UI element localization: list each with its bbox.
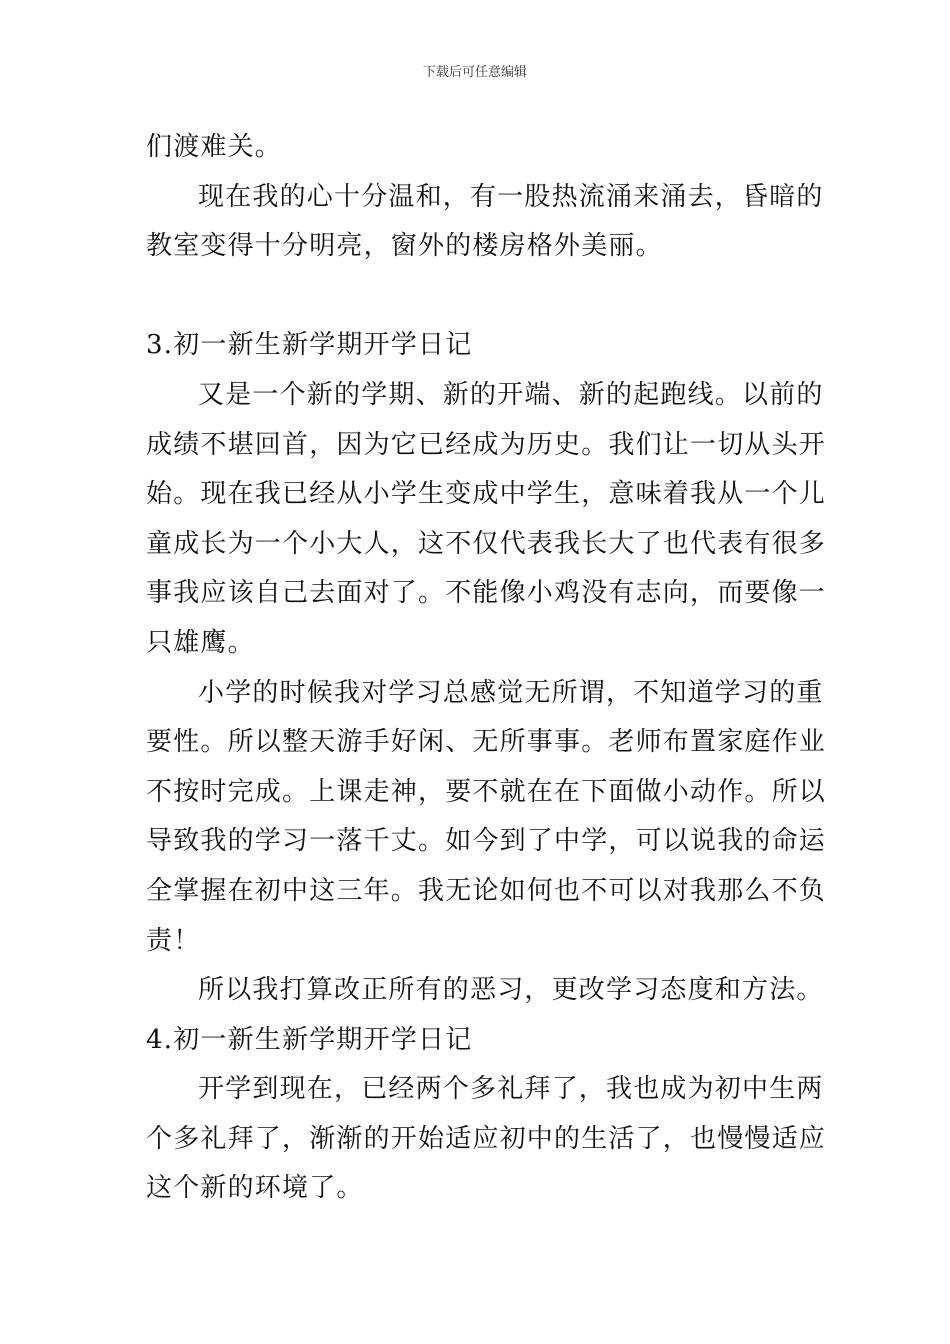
paragraph-start-line: 现在我的心十分温和，有一股热流涌来涌去，昏暗的 <box>198 181 824 212</box>
text-line: 这个新的环境了。 <box>146 1173 364 1204</box>
text-line: 教室变得十分明亮，窗外的楼房格外美丽。 <box>146 231 663 262</box>
paragraph-start-line: 所以我打算改正所有的恶习，更改学习态度和方法。 <box>198 975 824 1006</box>
paragraph-start-line: 开学到现在，已经两个多礼拜了，我也成为初中生两 <box>198 1074 824 1105</box>
blank-line <box>146 272 810 322</box>
paragraph-start-line: 又是一个新的学期、新的开端、新的起跑线。以前的 <box>198 379 824 410</box>
text-line: 们渡难关。 <box>146 132 283 162</box>
section-heading: 4.初一新生新学期开学日记 <box>146 1024 473 1055</box>
text-line: 个多礼拜了，渐渐的开始适应初中的生活了，也慢慢适应 <box>146 1123 827 1154</box>
text-line: 只雄鹰。 <box>146 627 255 658</box>
text-line: 要性。所以整天游手好闲、无所事事。老师布置家庭作业 <box>146 727 827 758</box>
document-body <box>146 123 827 1214</box>
text-line: 导致我的学习一落千丈。如今到了中学，可以说我的命运 <box>146 826 827 857</box>
text-line: 始。现在我已经从小学生变成中学生，意味着我从一个儿 <box>146 479 827 510</box>
page-header-note: 下载后可任意编辑 <box>422 65 527 80</box>
text-line: 全掌握在初中这三年。我无论如何也不可以对我那么不负 <box>146 875 827 906</box>
text-line: 成绩不堪回首，因为它已经成为历史。我们让一切从头开 <box>146 429 827 460</box>
text-line: 事我应该自己去面对了。不能像小鸡没有志向，而要像一 <box>146 578 827 609</box>
text-line: 责！ <box>146 925 201 956</box>
paragraph-start-line: 小学的时候我对学习总感觉无所谓，不知道学习的重 <box>198 677 824 708</box>
section-heading: 3.初一新生新学期开学日记 <box>146 330 473 361</box>
text-line: 不按时完成。上课走神，要不就在在下面做小动作。所以 <box>146 776 827 807</box>
text-line: 童成长为一个小大人，这不仅代表我长大了也代表有很多 <box>146 528 827 559</box>
